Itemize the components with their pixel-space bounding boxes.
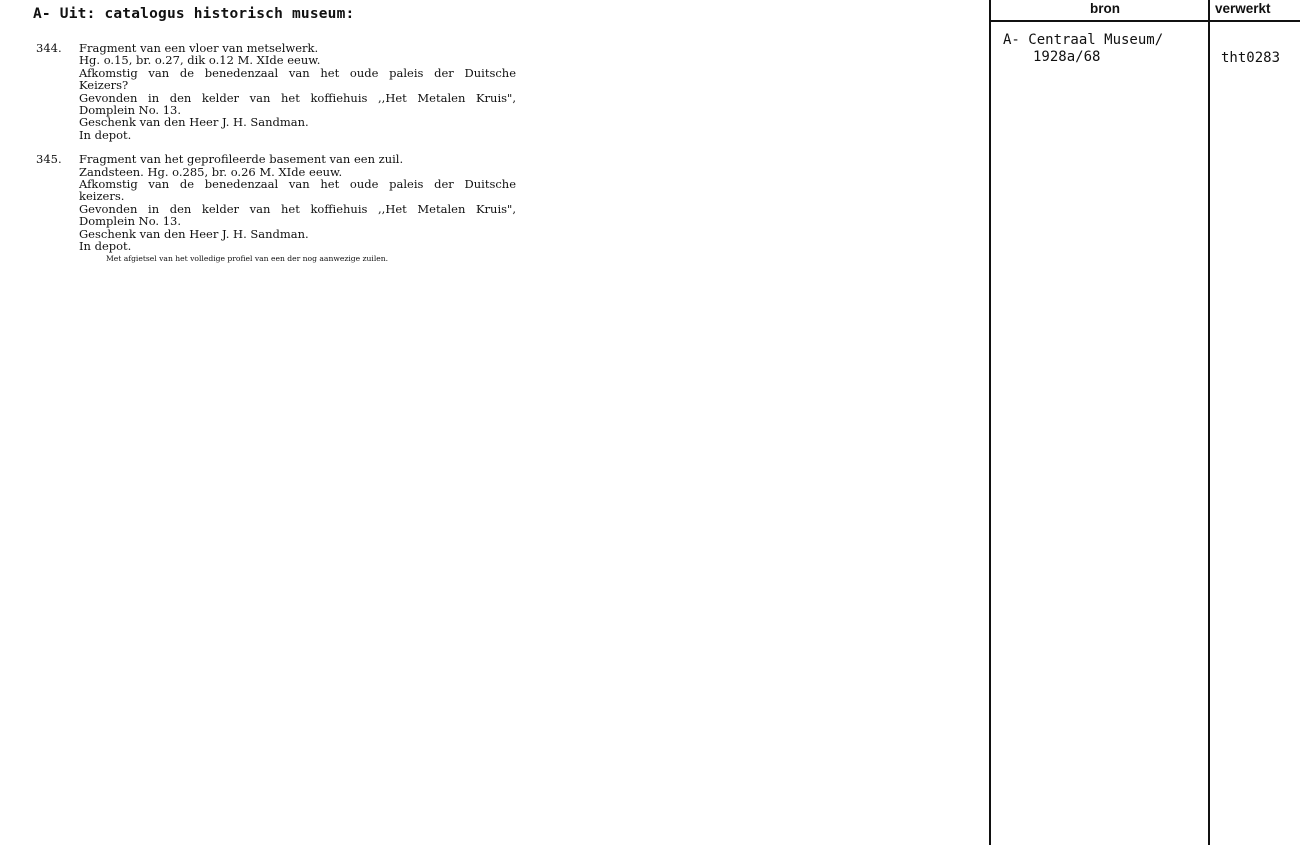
entry-line: Gevonden in den kelder van het koffiehuis ,,Het Metalen Kruis",	[79, 90, 516, 105]
entry-note: Met afgietsel van het volledige profiel van een der nog aanwezige zuilen.	[106, 253, 389, 263]
entry-number: 345.	[36, 152, 62, 167]
column-header-source: bron	[1090, 1, 1120, 16]
entry-line: Domplein No. 13.	[79, 214, 182, 229]
catalogue-entry	[36, 42, 516, 141]
entry-line: keizers.	[79, 189, 125, 204]
entry-line: Domplein No. 13.	[79, 103, 182, 118]
column-divider	[1208, 0, 1210, 845]
catalogue-entries	[36, 42, 516, 277]
catalogue-entry	[36, 153, 516, 264]
entry-line: Geschenk van den Heer J. H. Sandman.	[79, 115, 309, 130]
entry-number: 344.	[36, 41, 62, 55]
entry-line: In depot.	[79, 127, 132, 142]
source-line: A- Centraal Museum/	[1003, 32, 1164, 48]
entry-line: Fragment van het geprofileerde basement van een zuil.	[79, 152, 404, 167]
entry-line: Hg. o.15, br. o.27, dik o.12 M. XIde eeuw.	[79, 53, 321, 68]
entry-line: Zandsteen. Hg. o.285, br. o.26 M. XIde eeuw.	[79, 164, 343, 179]
header-rule	[989, 20, 1300, 22]
entry-line: Afkomstig van de benedenzaal van het oude paleis der Duitsche	[79, 177, 516, 192]
page-heading: A- Uit: catalogus historisch museum:	[33, 6, 355, 22]
entry-line: Geschenk van den Heer J. H. Sandman.	[79, 226, 309, 241]
entry-line: Gevonden in den kelder van het koffiehuis ,,Het Metalen Kruis",	[79, 201, 516, 216]
source-table	[989, 0, 1300, 845]
entry-line: Fragment van een vloer van metselwerk.	[79, 41, 319, 55]
source-cell	[1003, 32, 1163, 66]
entry-line: In depot.	[79, 239, 132, 254]
column-header-processed: verwerkt	[1215, 1, 1271, 16]
entry-line: Afkomstig van de benedenzaal van het oude paleis der Duitsche	[79, 65, 516, 80]
entry-line: Keizers?	[79, 78, 129, 93]
processed-cell: tht0283	[1221, 50, 1281, 66]
source-line: 1928a/68	[1033, 49, 1101, 65]
